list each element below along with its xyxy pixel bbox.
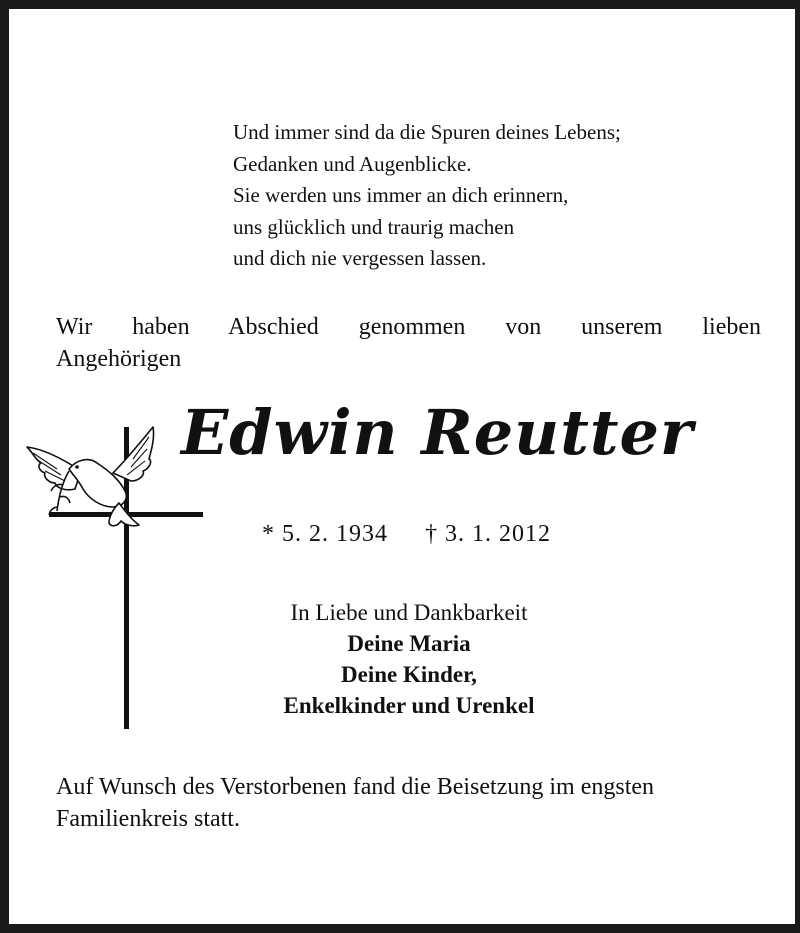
family-line: Deine Maria (347, 631, 471, 656)
funeral-notice: Auf Wunsch des Verstorbenen fand die Beisetzung im engsten Familienkreis statt. (56, 774, 655, 832)
family-line: Deine Kinder, (341, 662, 477, 687)
birth-date: * 5. 2. 1934 (262, 521, 388, 547)
poem-line: Sie werden uns immer an dich erinnern, (233, 183, 569, 207)
intro-text (56, 311, 761, 375)
poem-line: uns glücklich und traurig machen (233, 214, 515, 239)
closing-signature (209, 598, 609, 721)
death-date: † 3. 1. 2012 (425, 521, 551, 547)
poem-line: und dich nie vergessen lassen. (233, 246, 487, 270)
life-dates (262, 519, 551, 549)
intro-line-1: Wir haben Abschied genommen von unserem lieben (56, 314, 761, 340)
poem-verse (233, 117, 621, 275)
closing-sentiment: In Liebe und Dankbarkeit (290, 600, 528, 625)
poem-line: Gedanken und Augenblicke. (233, 151, 472, 176)
deceased-name: Edwin Reutter (181, 396, 694, 469)
intro-line-2: Angehörigen (56, 346, 182, 372)
poem-line: Und immer sind da die Spuren deines Lebens; (233, 120, 621, 144)
family-line: Enkelkinder und Urenkel (283, 693, 535, 718)
